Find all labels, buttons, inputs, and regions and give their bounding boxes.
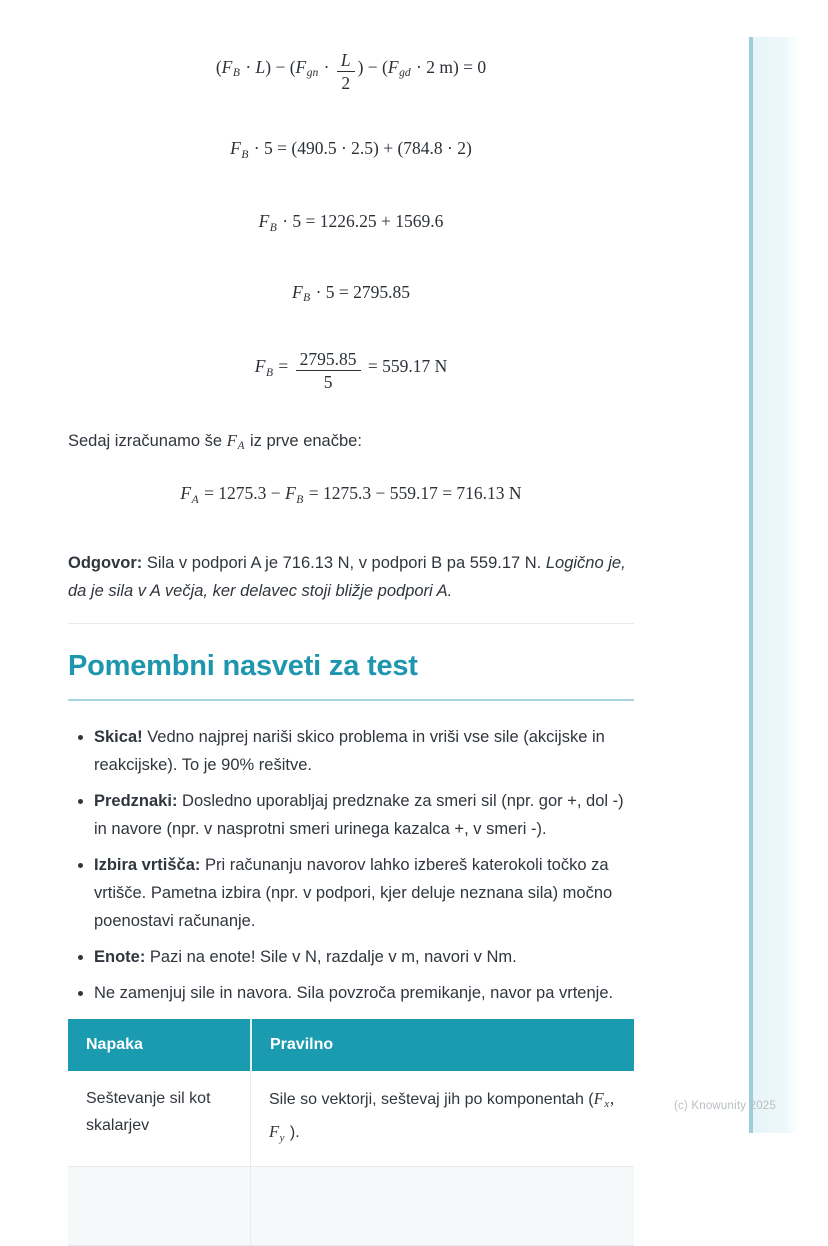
equation-fb-sum: $F_B \cdot 5 = 2795.85$ (291, 281, 411, 305)
watermark: (c) Knowunity 2025 (673, 1100, 776, 1112)
equation-fb-products: $F_B \cdot 5 = 1226.25 + 1569.6$ (258, 210, 444, 234)
document-content (68, 0, 634, 1246)
table-row (68, 1071, 634, 1167)
cell-napaka (68, 1167, 250, 1246)
cell-napaka: Seštevanje sil kot skalarjev (68, 1071, 250, 1167)
equation-fb-result: $F_B$ = $\frac{2795.85}{5}$ = 559.17 N (254, 349, 448, 393)
tip-item-sila-navor: • Ne zamenjuj sile in navora. Sila povzroča premikanje, navor pa vrtenje. (94, 979, 634, 1007)
table-header-row (68, 1019, 634, 1071)
tip-item-izbira-vrtisca: • Izbira vrtišča: Pri računanju navorov lahko izbereš katerokoli točko za vrtišče. Pametna izbira (npr. v podpori, kjer deluje neznana sila) močno poenostavi računanje. (94, 851, 634, 935)
paragraph-answer: Odgovor: Sila v podpori A je 716.13 N, v podpori B pa 559.17 N. Logično je, da je sila v A večja, ker delavec stoji bližje podpori A. (68, 553, 626, 600)
equation-fb-substituted: $F_B \cdot 5 = (490.5 \cdot 2.5) + (784.8 \cdot 2)$ (230, 138, 472, 161)
table-header-pravilno: Pravilno (250, 1019, 634, 1071)
page-edge-highlight (749, 37, 799, 1133)
tip-item-predznaki: • Predznaki: Dosledno uporabljaj predznake za smeri sil (npr. gor +, dol -) in navore (npr. v nasprotni smeri urinega kazalca +, v smeri -). (94, 787, 634, 843)
mistakes-table (68, 1019, 634, 1246)
table-header-napaka: Napaka (68, 1019, 250, 1071)
section-divider (68, 623, 634, 624)
tips-list (68, 723, 634, 1007)
equation-fa-result: $F_A = 1275.3 - F_B = 1275.3 - 559.17 = 716.13$ N (180, 483, 522, 506)
cell-pravilno (250, 1167, 634, 1246)
cell-pravilno: Sile so vektorji, seštevaj jih po komponentah ($F_x$, $F_y$ ). (250, 1071, 634, 1167)
tip-item-enote: • Enote: Pazi na enote! Sile v N, razdalje v m, navori v Nm. (94, 943, 634, 971)
equation-torque-about-a: $(F_B \cdot L) - (F_{gn}$ · $\frac{L}{2}$ ) − ($F_{gd} \cdot 2$ m) = 0 (215, 50, 487, 94)
table-row-partial (68, 1167, 634, 1246)
paragraph-compute-fa: Sedaj izračunamo še $F_A$ iz prve enačbe: (68, 430, 362, 453)
tip-item-skica: • Skica! Vedno najprej nariši skico problema in vriši vse sile (akcijske in reakcijske). To je 90% rešitve. (94, 723, 634, 779)
section-title: Pomembni nasveti za test (68, 648, 634, 701)
